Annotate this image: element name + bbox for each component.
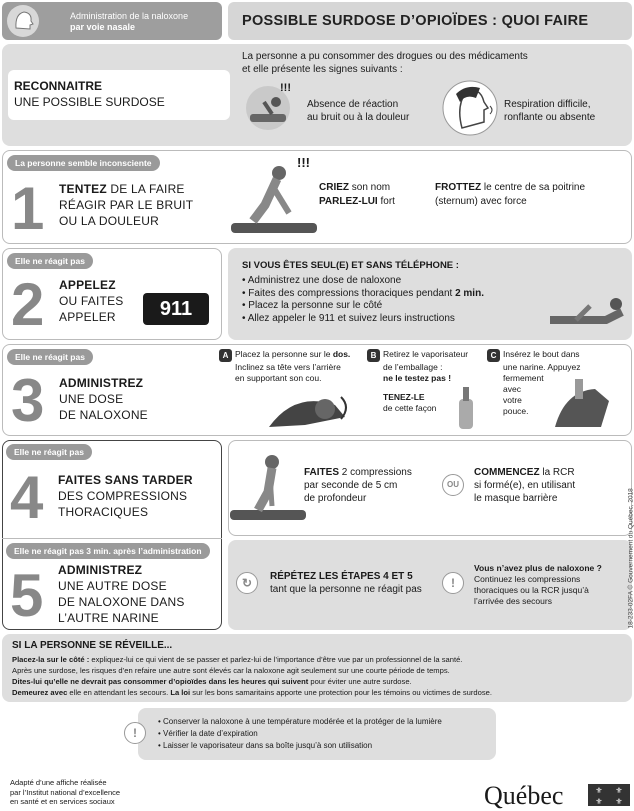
step3-a-text2: Inclinez sa tête vers l’arrière — [235, 362, 341, 372]
storage-item-1: • Conserver la naloxone à une température modérée et la protéger de la lumière — [158, 716, 442, 728]
step5-no-naloxone-text1: Continuez les compressions — [474, 574, 581, 584]
chest-compression-icon — [228, 452, 308, 528]
wake-p4-law: La loi — [170, 688, 191, 697]
step3-b-text3: ne le testez pas ! — [383, 373, 452, 383]
step3-c-text4: avec — [503, 384, 521, 394]
side-copyright: 18-233-02FA © Gouvernement du Québec, 2018 — [627, 488, 634, 629]
wake-body — [12, 654, 628, 698]
step3-b-badge: B — [367, 349, 380, 362]
step4-line1: FAITES SANS TARDER — [58, 473, 193, 487]
step3-a — [219, 349, 359, 384]
step4-number: 4 — [10, 464, 44, 531]
step2-line3: APPELER — [59, 310, 116, 324]
header-title-box — [228, 2, 632, 40]
step3-a-text1: Placez la personne sur le — [235, 349, 333, 359]
sign1-line1: Absence de réaction — [307, 99, 399, 110]
step5-line2: UNE AUTRE DOSE — [58, 579, 167, 593]
storage-warning-icon: ! — [124, 722, 146, 744]
step4-compress-text2: par seconde de 5 cm — [304, 480, 398, 491]
step1-talk: PARLEZ-LUI — [319, 196, 378, 207]
step4-cpr-text3: le masque barrière — [474, 493, 558, 504]
wake-p1-lead: Placez-la sur le côté : — [12, 655, 90, 664]
wake-title: SI LA PERSONNE SE RÉVEILLE... — [12, 640, 173, 651]
alone-item-4: • Allez appeler le 911 et suivez leurs instructions — [242, 313, 484, 326]
step1-line2: RÉAGIR PAR LE BRUIT — [59, 198, 194, 212]
step2-number: 2 — [11, 271, 45, 338]
step5-line3: DE NALOXONE DANS — [58, 595, 185, 609]
storage-list — [158, 716, 442, 752]
step5-number: 5 — [10, 562, 44, 629]
step2-left — [2, 248, 222, 340]
header-badge-line2: par voie nasale — [70, 22, 136, 32]
step4-compress-text1: 2 compressions — [339, 467, 412, 478]
step5-no-naloxone-text2: thoraciques ou la RCR jusqu’à — [474, 585, 589, 595]
step1-line1: DE LA FAIRE — [106, 182, 185, 196]
step3-line1: ADMINISTREZ — [59, 376, 144, 390]
storage-item-2: • Vérifier la date d’expiration — [158, 728, 442, 740]
recognize-exclaim: !!! — [280, 82, 291, 94]
step1-rub-text: le centre de sa poitrine — [481, 182, 586, 193]
alone-item-1: • Administrez une dose de naloxone — [242, 275, 484, 288]
step3-a-text1b: dos. — [332, 349, 351, 359]
recovery-position-icon — [546, 290, 626, 330]
step5-pill-b: 3 min. — [86, 546, 111, 556]
step3-c-text1: Insérez le bout dans — [503, 349, 580, 359]
step5-repeat — [270, 570, 422, 596]
step4-compress-verb: FAITES — [304, 467, 340, 478]
wake-p4-lead: Demeurez avec — [12, 688, 68, 697]
step2-line1: APPELEZ — [59, 278, 116, 292]
step1-talk-text: fort — [377, 196, 395, 207]
step3-b-text5: de cette façon — [383, 403, 437, 413]
wake-p3-lead: Dites-lui qu’elle ne devrait pas consommer d’opioïdes dans les heures qui suivent — [12, 677, 309, 686]
quebec-flag-icon: ⚜ ⚜ ⚜ ⚜ — [588, 784, 630, 806]
step4-cpr-verb: COMMENCEZ — [474, 467, 540, 478]
warning-icon: ! — [442, 572, 464, 594]
step1-line3: OU LA DOULEUR — [59, 214, 159, 228]
hand-spray-icon — [449, 385, 483, 431]
step5-pill — [6, 543, 210, 559]
step5-divider — [2, 538, 222, 539]
step3-c-text6: pouce. — [503, 406, 529, 416]
step4-cpr — [474, 466, 575, 505]
breathing-face-icon — [442, 80, 498, 136]
step3-c-text5: votre — [503, 395, 522, 405]
recognize-title-line1: RECONNAITRE — [14, 79, 103, 93]
recognize-section — [2, 44, 632, 146]
step4-line3: THORACIQUES — [58, 505, 149, 519]
step3-b-text2: de l’emballage : — [383, 362, 443, 372]
page-title: POSSIBLE SURDOSE D’OPIOÏDES : QUOI FAIRE — [242, 13, 589, 29]
step4-pill: Elle ne réagit pas — [6, 444, 92, 460]
storage-item-3: • Laisser le vaporisateur dans sa boîte jusqu’à son utilisation — [158, 740, 442, 752]
step1-shout-text: son nom — [349, 182, 391, 193]
rescuer-kneeling-icon — [223, 159, 323, 241]
recognize-title-line2: UNE POSSIBLE SURDOSE — [14, 95, 165, 109]
step2-alone-box — [228, 248, 632, 340]
alone-title: SI VOUS ÊTES SEUL(E) ET SANS TÉLÉPHONE : — [242, 260, 459, 271]
alone-list — [242, 275, 484, 325]
header-badge-line1: Administration de la naloxone — [70, 11, 189, 21]
sign2-line1: Respiration difficile, — [504, 99, 591, 110]
person-head-icon — [6, 4, 40, 38]
footer-credit — [10, 778, 120, 807]
step5-no-naloxone-title: Vous n’avez plus de naloxone ? — [474, 563, 602, 573]
quebec-logo: Québec — [484, 781, 564, 810]
storage-box — [133, 708, 496, 760]
alone-item-2 — [242, 288, 484, 301]
sign1-line2: au bruit ou à la douleur — [307, 112, 410, 123]
step1-exclaim: !!! — [297, 155, 310, 170]
step1-verb: TENTEZ — [59, 182, 107, 196]
alone-item-3: • Placez la personne sur le côté — [242, 300, 484, 313]
nasal-insert-icon — [545, 377, 615, 433]
step5-repeat-text: tant que la personne ne réagit pas — [270, 584, 422, 595]
wake-p2: Après une surdose, les risques d’en refaire une autre sont élevés car la naloxone agit seulement sur une courte période de temps. — [12, 666, 450, 675]
sign2-line2: ronflante ou absente — [504, 112, 596, 123]
step4-cpr-text1: la RCR — [539, 467, 575, 478]
step5-no-naloxone-text3: l’arrivée des secours — [474, 596, 552, 606]
step3-line3: DE NALOXONE — [59, 408, 148, 422]
step5-no-naloxone — [474, 563, 602, 607]
alone-item-2-text: Faites des compressions thoraciques pendant — [248, 287, 456, 299]
step1-pill: La personne semble inconsciente — [7, 155, 160, 171]
recognize-intro-line1: La personne a pu consommer des drogues ou des médicaments — [242, 51, 528, 62]
step4-cpr-text2: si formé(e), en utilisant — [474, 480, 576, 491]
step4-compress — [304, 466, 412, 505]
step3-number: 3 — [11, 367, 45, 434]
header-badge — [2, 2, 222, 40]
step4-compress-text3: de profondeur — [304, 493, 367, 504]
wake-section — [2, 634, 632, 702]
footer-credit-line1: Adapté d’une affiche réalisée — [10, 778, 107, 787]
head-tilt-icon — [265, 387, 355, 433]
step1-rub-text2: (sternum) avec force — [435, 196, 527, 207]
step5-line4: L’AUTRE NARINE — [58, 611, 159, 625]
step3-pill: Elle ne réagit pas — [7, 349, 93, 365]
step2-pill: Elle ne réagit pas — [7, 253, 93, 269]
wake-p4-text: elle en attendant les secours. — [67, 688, 171, 697]
wake-p1-text: expliquez-lui ce qui vient de se passer et parlez-lui de l’importance d’être vue par un professionnel de la santé. — [89, 655, 463, 664]
step3-a-text3: en supportant son cou. — [235, 373, 322, 383]
step5-repeat-title: RÉPÉTEZ LES ÉTAPES 4 ET 5 — [270, 571, 413, 582]
alone-item-2-duration: 2 min. — [455, 287, 484, 299]
step4-line2: DES COMPRESSIONS — [58, 489, 188, 503]
step1-section — [2, 150, 632, 244]
repeat-icon: ↻ — [236, 572, 258, 594]
footer-credit-line3: en santé et en services sociaux — [10, 797, 115, 806]
wake-p4-text2: sur les bons samaritains apporte une protection pour les témoins ou victimes de surdose. — [190, 688, 492, 697]
step1-number: 1 — [11, 175, 45, 242]
step5-pill-a: Elle ne réagit pas — [14, 546, 87, 556]
step4-or-icon: OU — [442, 474, 464, 496]
step1-rub: FROTTEZ — [435, 182, 482, 193]
step5-pill-c: après l’administration — [110, 546, 202, 556]
step3-a-badge: A — [219, 349, 232, 362]
step1-shout: CRIEZ — [319, 182, 349, 193]
step3-c-text3: fermement — [503, 373, 544, 383]
phone-911-badge: 911 — [143, 293, 209, 325]
step2-line2: OU FAITES — [59, 294, 124, 308]
footer-credit-line2: par l’Institut national d’excellence — [10, 787, 121, 797]
recognize-intro-line2: et elle présente les signes suivants : — [242, 64, 403, 75]
step3-line2: UNE DOSE — [59, 392, 124, 406]
step3-b-text1: Retirez le vaporisateur — [383, 349, 469, 359]
step3-c-text2: une narine. Appuyez — [503, 362, 581, 372]
step3-b-text4: TENEZ-LE — [383, 392, 425, 402]
step5-line1: ADMINISTREZ — [58, 563, 143, 577]
step3-c-badge: C — [487, 349, 500, 362]
wake-p3-text: pour éviter une autre surdose. — [308, 677, 412, 686]
step3-section — [2, 344, 632, 436]
